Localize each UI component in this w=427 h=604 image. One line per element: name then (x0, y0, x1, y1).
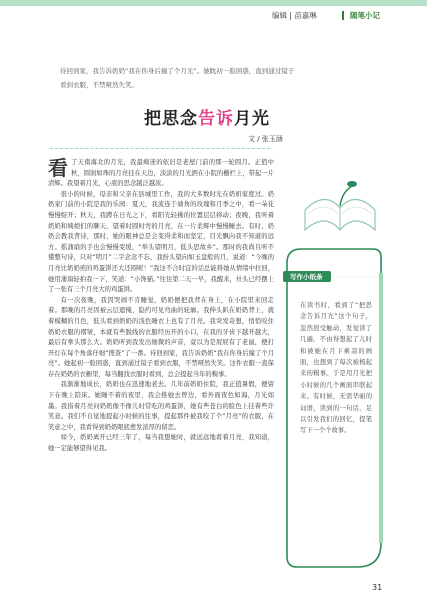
author-credit: 文 / 张玉涵 (248, 135, 283, 143)
drop-cap: 看 (48, 156, 68, 180)
page-header (0, 0, 427, 40)
note-text: 在读书时，看到了“把思念告诉月光”这个句子，忽然很受触动，发觉读了几遍，不由得想起了儿时和被她在月下乘凉的画面，也想到了每次被梳起来的糗事。于是用月光把小时候的几个画面串联起来。有时候，无需华丽的词语，读到的一句话，足以引发我们的回忆，提笔写下一个个故事。 (300, 302, 372, 435)
header-color-bar (0, 0, 427, 6)
article-title (144, 104, 270, 129)
paragraph-3: 有一次夜晚，我因哭闹不肯睡觉，奶奶便把我背在身上，在小院里来回走着。那晚的月亮因被云层遮掩，隐约可见弯曲的轮廓。我伸头趴在奶奶背上，就着模糊的月色，低头看到奶奶的浅色睡衣上也有了月亮。我突发奇想，悄悄咬住奶奶衣服的褶皱，本就有些脱线的衣服经历开的小口，在我的牙齿下越开越大，最后有拳头那么大。奶奶听到我发出细微的声音，竟以为是屁屁有了老鼠，便打开灯在每个角落仔细“搜查”了一番。待回到家，我告诉奶奶“我在你身后撞了个月亮”。她起初一脸困惑，直到通过镜子看到衣服，不禁哑然失笑。这件衣服一直保存在奶奶的衣橱里，每当翻找衣服时看到，总会提起当年的糗事。 (48, 296, 274, 378)
paragraph-4: 我渐渐地成长，奶奶也在迅速地老去。几年前奶奶住院，我正值暑假，便留下在晚上陪床。她睡不着的夜里，我会推她去曾边，看外面夜色如海，月光如墨。我指着月亮问奶奶像不像儿时常吃的鸡蛋饼，她有些苍白的脸色上挂着些许笑意。我们不自觉地提起小时候的往事，提起那件被我咬了个“月亮”的衣服，在笑意之中，我看得到奶奶眼底愈发浓厚的留恋。 (48, 381, 274, 431)
paragraph-2: 很小的时候，母亲和父亲在县城里工作，我的大多数时光在奶奶家度过。奶奶家门前的小院是我的乐园：夏天，我流连于墙角的玫瑰和月季之中，看一朵花慢慢绽开；秋天，我蹲在日光之下，看阳光轻拂的位置层层移动；夜晚，我听着奶奶和姨娘们的聊天，望着时圆时弯的月亮，在一片柔辉中慢慢睡去。有时，奶奶会教我背诗，那时，她的眼神总是会变得柔和而坚定，目光飘向我不知道的远方。摇蒲扇的手也会慢慢变缓，“举头望明月，低头思故乡”。那时的我尚且听不懂整句诗，只对“明月”二字念念不忘，我扮头望向如玉盘般的月，说道：“今晚的月亮比奶奶煎的鸡蛋饼还大还圆呢！”我这不合时宜的话总能将她从情绪中拉回，她用蒲扇轻拍我一下，笑道：“小馋猫。”往往第二天一早，我醒来，灶头已经摆上了一张有三个月亮大的鸡蛋饼。 (48, 190, 274, 294)
note-badge-label: 写作小纸条 (290, 273, 323, 281)
note-badge-echo: 写作 (370, 271, 381, 277)
title-part-2: 告诉 (198, 109, 234, 129)
article-body (48, 158, 274, 455)
book-illustration (300, 170, 380, 240)
header-divider (342, 11, 344, 20)
paragraph-5: 如今，奶奶离开已经三年了，每当我想她时，就远远地看着月亮，我知道，她一定能够望得见我。 (48, 434, 274, 453)
intro-quote: 待回到家，我告诉奶奶“我在你身后撞了个月光”。她眈初一脸困惑，直到通过镜子看到衣服，不禁哑然失笑。 (60, 67, 295, 89)
title-part-1: 把思念 (144, 109, 198, 129)
paragraph-1 (48, 158, 274, 190)
editor-credit: 编辑 | 苗嘉琳 (272, 11, 317, 20)
page-number: 31 (372, 583, 383, 592)
section-name: 随笔小记 (350, 11, 380, 20)
title-divider (50, 148, 270, 149)
title-part-3: 月光 (234, 109, 270, 129)
paragraph-text: 了天南海北的月光，我最痴迷的依旧是老屋门前的那一轮圆月。正值中秋，圆润如珠的月亮挂在天边，淡淡的月光洒在小院的栅栏上，带起一片清辉。我望着月光，心底的思念越泛越浓。 (48, 159, 274, 188)
